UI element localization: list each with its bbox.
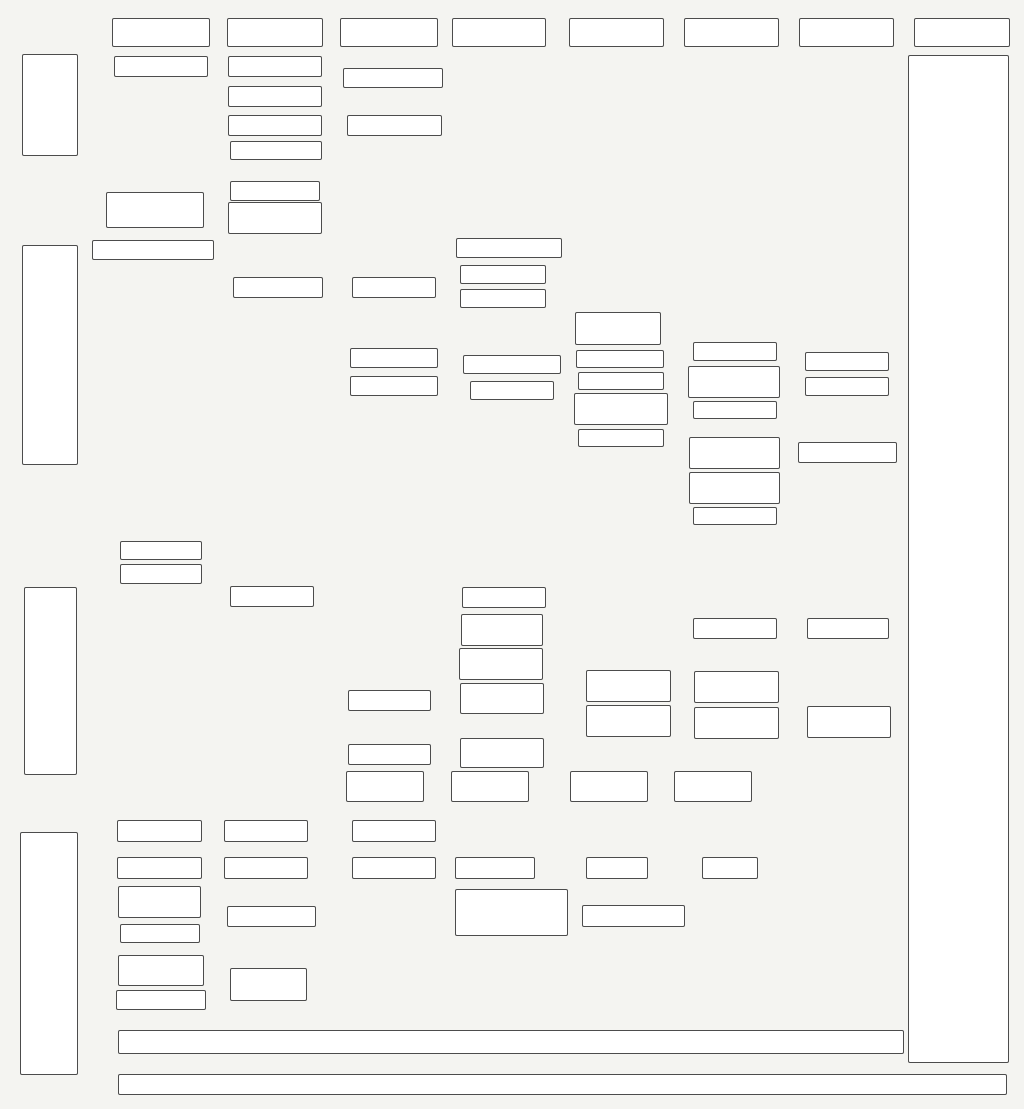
course-box xyxy=(350,348,438,368)
course-box xyxy=(118,955,204,986)
course-box xyxy=(120,564,202,584)
course-box xyxy=(455,857,535,879)
course-box xyxy=(582,905,685,927)
course-box xyxy=(230,181,320,201)
course-box xyxy=(694,671,779,703)
course-box xyxy=(694,707,779,739)
course-box xyxy=(586,670,671,702)
course-box xyxy=(586,705,671,737)
course-box xyxy=(120,541,202,560)
course-box xyxy=(674,771,752,802)
course-box xyxy=(807,618,889,639)
course-box xyxy=(693,507,777,525)
course-box xyxy=(702,857,758,879)
course-box xyxy=(460,738,544,768)
course-box xyxy=(348,690,431,711)
situation-policy-bar xyxy=(118,1074,1007,1095)
course-box xyxy=(807,706,891,738)
course-box xyxy=(228,115,322,136)
course-box xyxy=(228,56,322,77)
course-box xyxy=(233,277,323,298)
section-label-engineering xyxy=(22,245,78,465)
course-box xyxy=(693,401,777,419)
course-box xyxy=(460,265,546,284)
course-box xyxy=(117,857,202,879)
semester-header-7 xyxy=(799,18,894,47)
course-box xyxy=(570,771,648,802)
course-box xyxy=(455,889,568,936)
course-box xyxy=(230,141,322,160)
course-box xyxy=(578,372,664,390)
semester-header-4 xyxy=(452,18,546,47)
course-box xyxy=(120,924,200,943)
course-box xyxy=(346,771,424,802)
course-box xyxy=(456,238,562,258)
course-box xyxy=(228,86,322,107)
course-box xyxy=(352,857,436,879)
course-box xyxy=(586,857,648,879)
course-box xyxy=(116,990,206,1010)
section-label-math xyxy=(22,54,78,156)
course-box xyxy=(689,472,780,504)
section-label-practice xyxy=(24,587,77,775)
course-box xyxy=(230,968,307,1001)
semester-header-8 xyxy=(914,18,1010,47)
graduation-design-box xyxy=(908,55,1009,1063)
course-box xyxy=(461,614,543,646)
course-box xyxy=(805,377,889,396)
course-box xyxy=(689,437,780,469)
general-electives-bar xyxy=(118,1030,904,1054)
course-box xyxy=(348,744,431,765)
course-box xyxy=(230,586,314,607)
course-box xyxy=(118,886,201,918)
course-box xyxy=(693,618,777,639)
course-box xyxy=(352,820,436,842)
course-box xyxy=(350,376,438,396)
course-box xyxy=(459,648,543,680)
course-box xyxy=(106,192,204,228)
section-label-humanities xyxy=(20,832,78,1075)
course-box xyxy=(693,342,777,361)
course-box xyxy=(576,350,664,368)
course-box xyxy=(343,68,443,88)
course-box xyxy=(470,381,554,400)
course-box xyxy=(224,820,308,842)
semester-header-5 xyxy=(569,18,664,47)
course-box xyxy=(451,771,529,802)
course-box xyxy=(574,393,668,425)
course-box xyxy=(224,857,308,879)
course-box xyxy=(114,56,208,77)
course-box xyxy=(463,355,561,374)
semester-header-3 xyxy=(340,18,438,47)
course-box xyxy=(228,202,322,234)
course-box xyxy=(805,352,889,371)
semester-header-6 xyxy=(684,18,779,47)
course-box xyxy=(92,240,214,260)
semester-header-2 xyxy=(227,18,323,47)
course-box xyxy=(462,587,546,608)
course-box xyxy=(688,366,780,398)
course-box xyxy=(117,820,202,842)
course-box xyxy=(460,683,544,714)
course-box xyxy=(578,429,664,447)
course-box xyxy=(575,312,661,345)
semester-header-1 xyxy=(112,18,210,47)
course-box xyxy=(352,277,436,298)
course-box xyxy=(798,442,897,463)
course-box xyxy=(227,906,316,927)
course-box xyxy=(460,289,546,308)
course-box xyxy=(347,115,442,136)
